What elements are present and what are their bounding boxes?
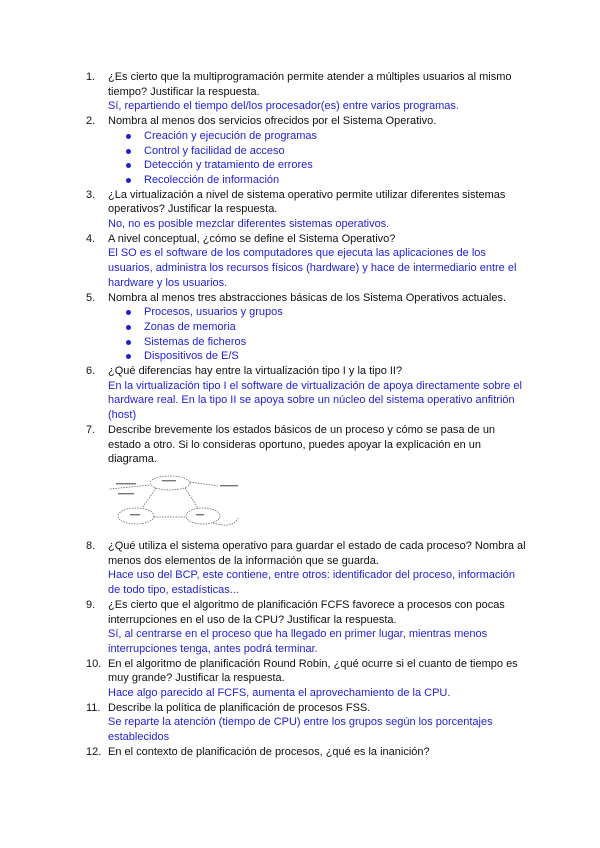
answer-text: Sí, al centrarse en el proceso que ha llegado en primer lugar, mientras menos interrupciones tenga, antes podrá terminar. bbox=[108, 628, 488, 655]
bullet-dot-icon bbox=[126, 163, 131, 168]
question-text: A nivel conceptual, ¿cómo se define el Sistema Operativo? bbox=[108, 232, 396, 245]
question-number: 7. bbox=[86, 423, 96, 436]
answer-bullet-text: Sistemas de ficheros bbox=[144, 335, 247, 348]
answer-bullet bbox=[126, 335, 526, 350]
bullet-dot-icon bbox=[126, 310, 131, 315]
answer-bullet-text: Detección y tratamiento de errores bbox=[144, 159, 313, 172]
answer-bullet bbox=[126, 129, 526, 144]
answer-text: El SO es el software de los computadores que ejecuta las aplicaciones de los usuarios, administra los recursos físicos (hardware) y hace de intermediario entre el hardware y los usuarios. bbox=[108, 247, 517, 289]
question-item bbox=[86, 70, 526, 114]
question-number: 9. bbox=[86, 598, 96, 611]
answer-text: Sí, repartiendo el tiempo del/los procesador(es) entre varios programas. bbox=[108, 100, 459, 113]
answer-text: Se reparte la atención (tiempo de CPU) entre los grupos según los porcentajes establecidos bbox=[108, 716, 493, 744]
question-text: ¿Qué diferencias hay entre la virtualización tipo I y la tipo II? bbox=[108, 365, 403, 378]
process-states-diagram-image bbox=[108, 471, 248, 533]
answer-bullet bbox=[126, 305, 526, 320]
question-text: ¿Qué utiliza el sistema operativo para guardar el estado de cada proceso? Nombra al menos dos elementos de la información que se guarda. bbox=[108, 539, 526, 567]
answer-text: Hace algo parecido al FCFS, aumenta el aprovechamiento de la CPU. bbox=[108, 687, 451, 700]
question-item bbox=[86, 232, 526, 291]
question-text: Describe brevemente los estados básicos de un proceso y cómo se pasa de un estado a otro. Si lo consideras oportuno, puedes apoyar la explicación en un diagrama. bbox=[108, 423, 496, 466]
question-number: 6. bbox=[86, 365, 96, 378]
question-text: ¿Es cierto que el algoritmo de planificación FCFS favorece a procesos con pocas interrupciones en el uso de la CPU? Justificar la respuesta. bbox=[108, 598, 505, 626]
question-number: 4. bbox=[86, 232, 96, 245]
question-item bbox=[86, 745, 526, 760]
answer-bullet-list bbox=[108, 305, 526, 364]
answer-bullet bbox=[126, 173, 526, 188]
answer-bullet-text: Procesos, usuarios y grupos bbox=[144, 306, 283, 319]
answer-bullet bbox=[126, 158, 526, 173]
question-number: 1. bbox=[86, 71, 96, 83]
bullet-dot-icon bbox=[126, 325, 131, 330]
question-number: 5. bbox=[86, 291, 96, 304]
question-number: 3. bbox=[86, 188, 96, 201]
answer-bullet-text: Recolección de información bbox=[144, 173, 280, 186]
bullet-dot-icon bbox=[126, 134, 131, 139]
answer-bullet-text: Creación y ejecución de programas bbox=[144, 129, 318, 142]
question-text: ¿Es cierto que la multiprogramación permite atender a múltiples usuarios al mismo tiempo? Justificar la respuesta. bbox=[108, 71, 512, 98]
answer-bullet-text: Dispositivos de E/S bbox=[144, 350, 239, 363]
question-item bbox=[86, 598, 526, 657]
answer-bullet bbox=[126, 320, 526, 335]
question-item bbox=[86, 291, 526, 365]
question-text: En el contexto de planificación de procesos, ¿qué es la inanición? bbox=[108, 745, 430, 758]
question-item bbox=[86, 701, 526, 745]
question-item bbox=[86, 188, 526, 232]
question-item bbox=[86, 364, 526, 423]
bullet-dot-icon bbox=[126, 178, 131, 183]
question-text: ¿La virtualización a nivel de sistema operativo permite utilizar diferentes sistemas operativos? Justificar la respuesta. bbox=[108, 188, 506, 216]
question-text: Nombra al menos tres abstracciones básicas de los Sistema Operativos actuales. bbox=[108, 291, 507, 304]
answer-text: En la virtualización tipo I el software de virtualización de apoya directamente sobre el hardware real. En la tipo II se apoya sobre un núcleo del sistema operativo anfitrión (host) bbox=[108, 379, 522, 422]
question-text: En el algoritmo de planificación Round Robin, ¿qué ocurre si el cuanto de tiempo es muy grande? Justificar la respuesta. bbox=[108, 657, 518, 685]
question-text: Describe la política de planificación de procesos FSS. bbox=[108, 701, 371, 714]
bullet-dot-icon bbox=[126, 354, 131, 359]
question-item bbox=[86, 657, 526, 701]
answer-bullet-text: Control y facilidad de acceso bbox=[144, 144, 285, 157]
answer-bullet-text: Zonas de memoria bbox=[144, 320, 236, 333]
question-list bbox=[86, 70, 526, 760]
bullet-dot-icon bbox=[126, 149, 131, 154]
answer-text: No, no es posible mezclar diferentes sistemas operativos. bbox=[108, 218, 390, 231]
question-number: 2. bbox=[86, 115, 96, 128]
question-item bbox=[86, 539, 526, 598]
answer-text: Hace uso del BCP, este contiene, entre otros: identificador del proceso, información de todo tipo, estadísticas... bbox=[108, 569, 516, 597]
question-number: 10. bbox=[86, 657, 102, 670]
question-number: 12. bbox=[86, 745, 102, 758]
question-item bbox=[86, 114, 526, 188]
question-number: 11. bbox=[86, 701, 101, 714]
bullet-dot-icon bbox=[126, 340, 131, 345]
answer-bullet-list bbox=[108, 129, 526, 188]
question-item bbox=[86, 423, 526, 533]
question-number: 8. bbox=[86, 539, 96, 552]
answer-bullet bbox=[126, 144, 526, 159]
question-text: Nombra al menos dos servicios ofrecidos por el Sistema Operativo. bbox=[108, 115, 437, 128]
answer-bullet bbox=[126, 349, 526, 364]
